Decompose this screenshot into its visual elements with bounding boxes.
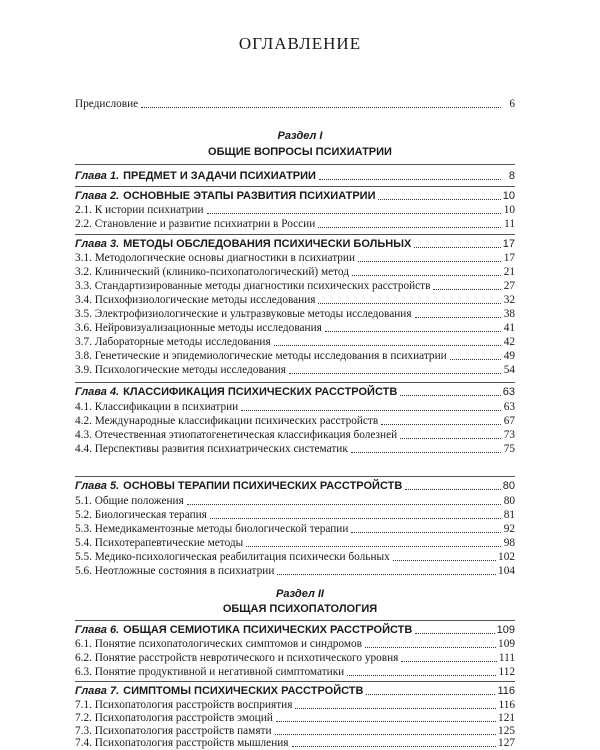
toc-entry[interactable] — [75, 637, 515, 651]
chapter-label: Глава 4. — [75, 386, 120, 398]
toc-entry[interactable] — [75, 217, 515, 231]
entry-text: 7.4. Психопатология расстройств мышления — [75, 737, 289, 749]
toc-entry[interactable] — [75, 736, 515, 750]
entry-page: 75 — [503, 443, 515, 455]
chapter-name: МЕТОДЫ ОБСЛЕДОВАНИЯ ПСИХИЧЕСКИ БОЛЬНЫХ — [123, 238, 412, 250]
dot-leader — [366, 694, 495, 695]
entry-page: 21 — [503, 266, 515, 278]
entry-page: 11 — [504, 218, 515, 230]
toc-entry[interactable] — [75, 203, 515, 217]
entry-text: 3.5. Электрофизиологические и ультразвуковые методы исследования — [75, 308, 412, 320]
chapter-name: ОСНОВЫ ТЕРАПИИ ПСИХИЧЕСКИХ РАССТРОЙСТВ — [123, 480, 403, 492]
dot-leader — [246, 546, 501, 547]
dot-leader — [241, 410, 501, 411]
entry-text: 3.4. Психофизиологические методы исследования — [75, 294, 316, 306]
toc-entry[interactable] — [75, 522, 515, 536]
entry-text: 3.3. Стандартизированные методы диагностики психических расстройств — [75, 280, 431, 292]
chapter-rule — [75, 476, 515, 477]
chapter-heading[interactable] — [75, 237, 515, 251]
chapter-label: Глава 6. — [75, 624, 120, 636]
dot-leader — [358, 261, 501, 262]
chapter-rule — [75, 620, 515, 621]
chapter-heading[interactable] — [75, 169, 515, 183]
chapter-heading[interactable] — [75, 623, 515, 637]
dot-leader — [325, 331, 501, 332]
entry-text: 2.1. К истории психиатрии — [75, 204, 204, 216]
chapter-rule — [75, 234, 515, 235]
entry-page: 112 — [498, 666, 515, 678]
entry-text: 7.1. Психопатология расстройств восприятия — [75, 699, 293, 711]
section-title: ОБЩАЯ ПСИХОПАТОЛОГИЯ — [222, 603, 378, 615]
entry-text: 6.1. Понятие психопатологических симптомов и синдромов — [75, 638, 362, 650]
chapter-label: Глава 2. — [75, 190, 120, 202]
entry-page: 54 — [503, 364, 515, 376]
toc-entry[interactable] — [75, 698, 515, 712]
dot-leader — [277, 574, 496, 575]
section-title: ОБЩИЕ ВОПРОСЫ ПСИХИАТРИИ — [208, 146, 392, 158]
section-label: Раздел II — [276, 588, 324, 600]
dot-leader — [141, 107, 501, 108]
dot-leader — [352, 275, 501, 276]
chapter-label: Глава 1. — [75, 170, 120, 182]
entry-page: 63 — [502, 386, 515, 398]
entry-page: 27 — [503, 280, 515, 292]
entry-text: 3.1. Методологические основы диагностики в психиатрии — [75, 252, 356, 264]
entry-text: 6.2. Понятие расстройств невротического и психотического уровня — [75, 652, 399, 664]
toc-entry[interactable] — [75, 307, 515, 321]
entry-page: 10 — [503, 204, 515, 216]
toc-entry[interactable] — [75, 293, 515, 307]
entry-text: 5.1. Общие положения — [75, 495, 184, 507]
entry-page: 38 — [503, 308, 515, 320]
chapter-rule — [75, 382, 515, 383]
toc-entry[interactable] — [75, 321, 515, 335]
entry-page: 127 — [498, 737, 515, 749]
entry-page: 32 — [503, 294, 515, 306]
entry-page: 10 — [502, 190, 515, 202]
dot-leader — [378, 199, 500, 200]
entry-text: 4.2. Международные классификации психических расстройств — [75, 415, 379, 427]
entry-page: 6 — [509, 98, 515, 110]
entry-text: Предисловие — [75, 98, 139, 110]
chapter-rule — [75, 164, 515, 165]
chapter-heading[interactable] — [75, 684, 515, 698]
entry-text: 7.2. Психопатология расстройств эмоций — [75, 712, 273, 724]
dot-leader — [433, 289, 501, 290]
dot-leader — [207, 213, 501, 214]
toc-entry-preface[interactable] — [75, 97, 515, 111]
dot-leader — [450, 359, 501, 360]
dot-leader — [187, 504, 501, 505]
toc-entry[interactable] — [75, 279, 515, 293]
entry-page: 17 — [502, 238, 515, 250]
toc-entry[interactable] — [75, 335, 515, 349]
entry-text: 3.2. Клинический (клинико-психопатологический) метод — [75, 266, 349, 278]
entry-page: 109 — [498, 638, 515, 650]
entry-page: 41 — [503, 322, 515, 334]
dot-leader — [351, 452, 501, 453]
entry-page: 80 — [502, 480, 515, 492]
dot-leader — [276, 721, 496, 722]
entry-text: 5.6. Неотложные состояния в психиатрии — [75, 565, 275, 577]
toc-entry[interactable] — [75, 508, 515, 522]
toc-entry[interactable] — [75, 400, 515, 414]
entry-text: 3.8. Генетические и эпидемиологические методы исследования в психиатрии — [75, 350, 447, 362]
dot-leader — [415, 317, 501, 318]
dot-leader — [400, 395, 500, 396]
entry-text: 6.3. Понятие продуктивной и негативной симптоматики — [75, 666, 345, 678]
chapter-name: СИМПТОМЫ ПСИХИЧЕСКИХ РАССТРОЙСТВ — [123, 685, 364, 697]
chapter-name: ОБЩАЯ СЕМИОТИКА ПСИХИЧЕСКИХ РАССТРОЙСТВ — [123, 624, 413, 636]
entry-page: 42 — [503, 336, 515, 348]
entry-text: 5.2. Биологическая терапия — [75, 509, 207, 521]
entry-text: 4.3. Отечественная этиопатогенетическая классификация болезней — [75, 429, 398, 441]
entry-text: 5.5. Медико-психологическая реабилитация психически больных — [75, 551, 390, 563]
dot-leader — [414, 247, 500, 248]
dot-leader — [289, 373, 501, 374]
chapter-heading[interactable] — [75, 479, 515, 493]
entry-text: 7.3. Психопатология расстройств памяти — [75, 725, 272, 737]
chapter-rule — [75, 681, 515, 682]
toc-entry[interactable] — [75, 536, 515, 550]
toc-entry[interactable] — [75, 251, 515, 265]
entry-text: 2.2. Становление и развитие психиатрии в России — [75, 218, 316, 230]
dot-leader — [393, 560, 496, 561]
dot-leader — [319, 179, 501, 180]
page-title: ОГЛАВЛЕНИЕ — [238, 34, 362, 53]
chapter-label: Глава 7. — [75, 685, 120, 697]
toc-entry[interactable] — [75, 363, 515, 377]
dot-leader — [351, 532, 501, 533]
section-label: Раздел I — [277, 130, 323, 142]
toc-entry[interactable] — [75, 349, 515, 363]
dot-leader — [275, 734, 497, 735]
toc-entry[interactable] — [75, 651, 515, 665]
entry-text: 4.1. Классификации в психиатрии — [75, 401, 239, 413]
entry-page: 17 — [503, 252, 515, 264]
toc-entry[interactable] — [75, 494, 515, 508]
entry-page: 98 — [503, 537, 515, 549]
chapter-heading[interactable] — [75, 385, 515, 399]
dot-leader — [318, 227, 501, 228]
toc-entry[interactable] — [75, 414, 515, 428]
toc-entry[interactable] — [75, 550, 515, 564]
entry-text: 3.9. Психологические методы исследования — [75, 364, 286, 376]
entry-page: 63 — [503, 401, 515, 413]
entry-text: 3.7. Лабораторные методы исследования — [75, 336, 271, 348]
chapter-name: КЛАССИФИКАЦИЯ ПСИХИЧЕСКИХ РАССТРОЙСТВ — [123, 386, 398, 398]
entry-page: 80 — [503, 495, 515, 507]
entry-page: 121 — [498, 712, 515, 724]
dot-leader — [365, 647, 496, 648]
dot-leader — [415, 633, 494, 634]
chapter-rule — [75, 186, 515, 187]
dot-leader — [274, 345, 501, 346]
entry-text: 5.3. Немедикаментозные методы биологической терапии — [75, 523, 349, 535]
entry-page: 49 — [503, 350, 515, 362]
entry-page: 125 — [498, 725, 515, 737]
dot-leader — [400, 438, 501, 439]
toc-entry[interactable] — [75, 665, 515, 679]
dot-leader — [318, 303, 501, 304]
dot-leader — [210, 518, 501, 519]
dot-leader — [401, 661, 497, 662]
dot-leader — [295, 708, 496, 709]
entry-page: 8 — [508, 170, 515, 182]
entry-page: 109 — [496, 624, 515, 636]
entry-text: 3.6. Нейровизуализационные методы исследования — [75, 322, 322, 334]
entry-page: 116 — [498, 699, 515, 711]
toc-entry[interactable] — [75, 711, 515, 725]
toc-entry[interactable] — [75, 428, 515, 442]
toc-entry[interactable] — [75, 265, 515, 279]
entry-page: 111 — [498, 652, 515, 664]
entry-text: 4.4. Перспективы развития психиатрических систематик — [75, 443, 348, 455]
dot-leader — [292, 746, 497, 747]
dot-leader — [347, 675, 496, 676]
chapter-heading[interactable] — [75, 189, 515, 203]
toc-entry[interactable] — [75, 442, 515, 456]
chapter-name: ПРЕДМЕТ И ЗАДАЧИ ПСИХИАТРИИ — [123, 170, 316, 182]
entry-page: 92 — [503, 523, 515, 535]
entry-text: 5.4. Психотерапевтические методы — [75, 537, 244, 549]
entry-page: 73 — [503, 429, 515, 441]
chapter-label: Глава 3. — [75, 238, 120, 250]
dot-leader — [381, 424, 501, 425]
entry-page: 67 — [503, 415, 515, 427]
entry-page: 116 — [497, 685, 515, 697]
dot-leader — [405, 489, 500, 490]
entry-page: 81 — [503, 509, 515, 521]
chapter-name: ОСНОВНЫЕ ЭТАПЫ РАЗВИТИЯ ПСИХИАТРИИ — [123, 190, 376, 202]
entry-page: 102 — [498, 551, 515, 563]
toc-entry[interactable] — [75, 564, 515, 578]
chapter-label: Глава 5. — [75, 480, 120, 492]
entry-page: 104 — [498, 565, 515, 577]
